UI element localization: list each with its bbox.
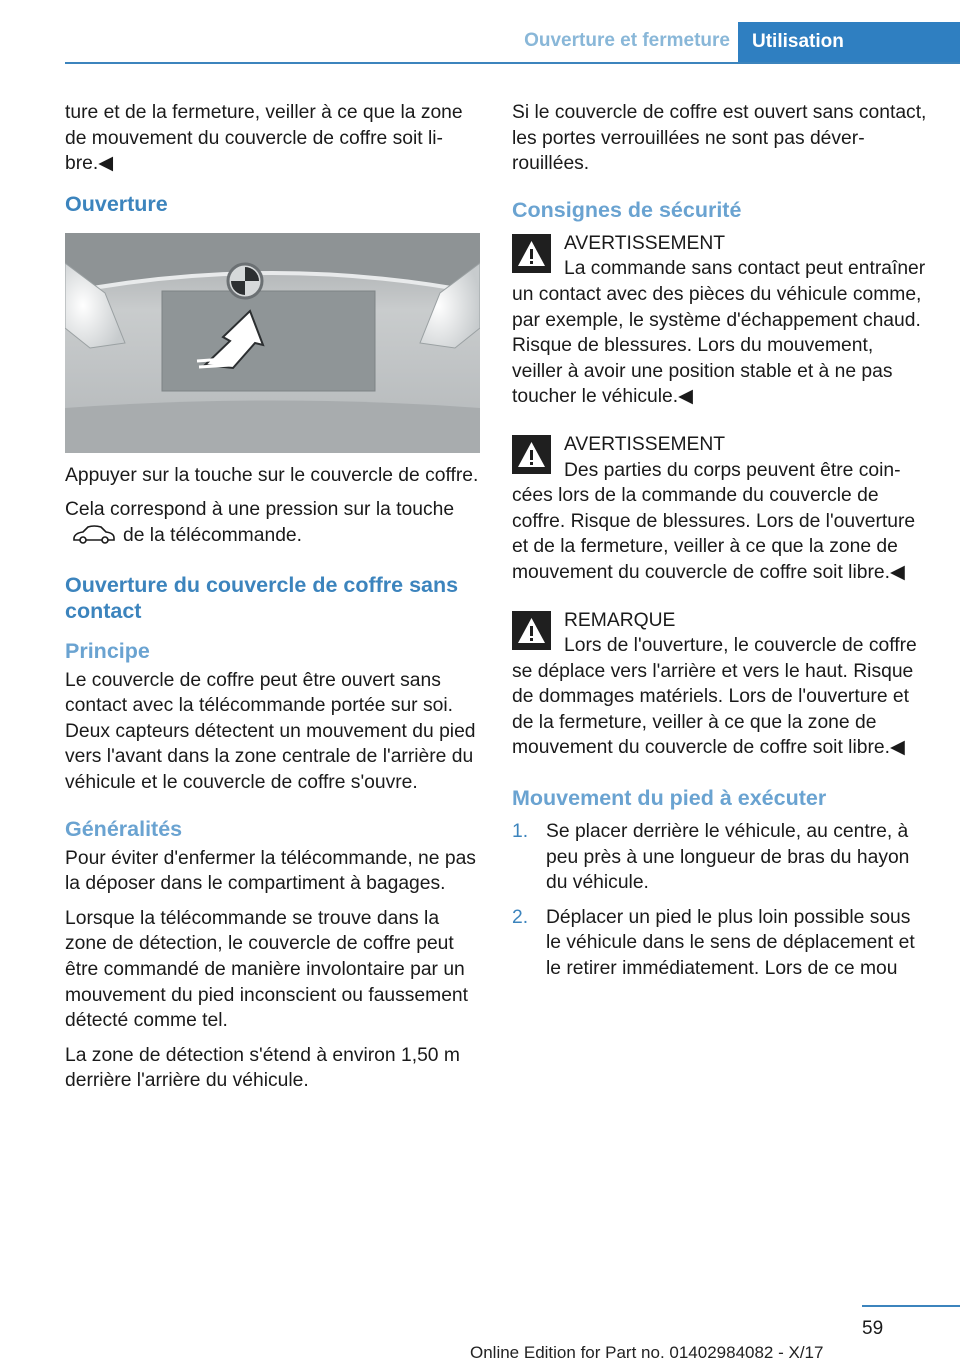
warning-triangle-icon [512,611,551,650]
note-block [512,608,927,762]
left-intro-paragraph: ture et de la fermeture, veiller à ce que la zone de mouvement du couvercle de coffre soit libre.◀ [65,102,463,175]
warning-2-text: Des parties du corps peuvent être coincées lors de la commande du couvercle de coffre. Risque de blessures. Lors de l'ouverture et de la fermeture, veiller à ce que la zone de mouvement du couvercle de coffre soit libre.◀ [512,459,916,583]
step-number: 2. [512,906,529,928]
warning-2-label: AVERTISSEMENT [564,433,726,455]
edition-footer: Online Edition for Part no. 01402984082 - X/17 [470,1343,824,1362]
step-item [512,819,927,896]
left-paragraph-remote [65,497,480,551]
header-rule [65,62,960,64]
right-intro-paragraph: Si le couvercle de coffre est ouvert sans contact, les portes verrouillées ne sont pas déverrouillées. [512,102,927,175]
generalites-paragraph-1: Pour éviter d'enfermer la télécommande, ne pas la déposer dans le compartiment à bagages. [65,847,476,895]
heading-ouverture-sans-contact: Ouverture du couvercle de coffre sans contact [65,572,459,623]
warning-triangle-icon [512,435,551,474]
header-tab-label: Utilisation [752,31,844,52]
warning-block-1 [512,231,927,410]
page-number: 59 [862,1318,884,1339]
header-section-title: Ouverture et fermeture [524,30,730,51]
step-text: Se placer derrière le véhicule, au centre, à peu près à une longueur de bras du hayon du véhicule. [546,821,910,894]
header-tab [738,22,960,63]
warning-block-2 [512,432,927,586]
footer-rule [862,1305,960,1307]
note-text: Lors de l'ouverture, le couvercle de coffre se déplace vers l'arrière et vers le haut. Risque de dommages matériels. Lors de l'ouverture et de la fermeture, veiller à ce que la zone de mouvement du couvercle de coffre soit libre.◀ [512,635,917,759]
warning-triangle-icon [512,234,551,273]
remote-text-b: de la télécommande. [123,524,302,546]
car-key-icon [71,524,117,552]
heading-principe: Principe [65,638,150,663]
left-column [65,100,480,1103]
warning-1-label: AVERTISSEMENT [564,232,726,254]
right-column [512,100,927,991]
generalites-paragraph-2: Lorsque la télécommande se trouve dans la zone de détection, le couvercle de coffre peut être commandé de manière involontaire par un mouvement du pied inconscient ou faussement détecté comme tel. [65,907,469,1032]
generalites-paragraph-3: La zone de détection s'étend à environ 1,50 m derrière l'arrière du véhicule. [65,1044,460,1092]
step-text: Déplacer un pied le plus loin possible sous le véhicule dans le sens de déplacement et le retirer immédiatement. Lors de ce mou [546,906,915,980]
heading-generalites: Généralités [65,816,183,841]
warning-1-text: La commande sans contact peut entraîner un contact avec des pièces du véhicule comme, par exemple, le système d'échappement chaud. Risque de blessures. Lors du mouvement, veiller à avoir une position stable et à ne pas toucher le véhicule.◀ [512,258,926,408]
heading-mouvement-pied: Mouvement du pied à exécuter [512,786,827,811]
heading-consignes: Consignes de sécurité [512,197,742,222]
step-number: 1. [512,821,529,843]
trunk-lid-photo [65,233,480,453]
note-label: REMARQUE [564,609,676,631]
step-item [512,905,927,982]
left-paragraph-press-button: Appuyer sur la touche sur le couvercle de coffre. [65,464,479,486]
heading-ouverture: Ouverture [65,191,168,216]
principe-paragraph: Le couvercle de coffre peut être ouvert sans contact avec la télécommande portée sur soi. Deux capteurs détectent un mouvement du pied vers l'avant dans la zone centrale de l'arrière du véhicule et le couvercle de coffre s'ouvre. [65,669,476,793]
remote-text-a: Cela correspond à une pression sur la touche [65,499,455,521]
